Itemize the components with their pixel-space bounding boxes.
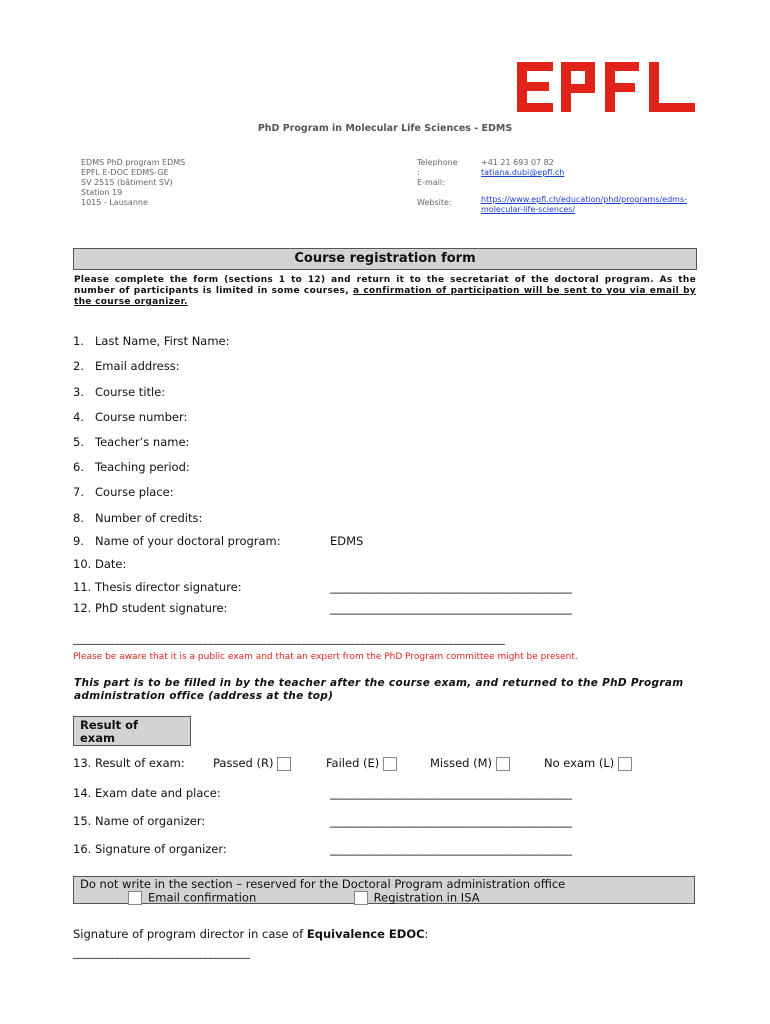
item-number: 15. [73,814,92,828]
instructions-text: Please complete the form (sections 1 to 12) and return it to the secretariat of the doctoral program. As the number of participants is limited in some courses, [74,275,696,296]
instructions-underlined: a confirmation of participation will be sent to you via email by the course organizer. [74,286,696,307]
website-label: Website: [417,198,452,207]
registration-isa-option[interactable] [354,891,480,905]
address-line: EPFL E-DOC EDMS-GE [81,168,169,177]
instructions [74,275,696,308]
teacher-note: This part is to be filled in by the teacher after the course exam, and returned to the PhD Program administration office (address at the top) [74,677,684,702]
field-teaching-period[interactable] [73,460,190,474]
result-heading-line2: exam [80,731,115,745]
form-title: Course registration form [73,248,697,270]
field-exam-date-place[interactable] [73,786,221,800]
equivalence-edoc: Equivalence EDOC [306,927,425,941]
address-line: EDMS PhD program EDMS [81,158,186,167]
item-number: 12. [73,601,92,615]
final-colon: : [424,927,429,941]
option-label: No exam (L) [544,756,615,770]
item-number: 1. [73,334,84,348]
telephone-label-block [417,158,458,188]
item-number: 5. [73,435,84,449]
item-label: Result of exam: [95,756,185,770]
item-number: 16. [73,842,92,856]
item-label: Signature of organizer: [95,842,227,856]
item-label: Teaching period: [95,460,190,474]
item-number: 11. [73,580,92,594]
item-number: 9. [73,534,84,548]
passed-checkbox[interactable] [277,757,291,771]
option-label: Failed (E) [326,756,380,770]
email-confirmation-label: Email confirmation [148,890,257,905]
email-confirmation-checkbox[interactable] [128,891,142,905]
website-link-line2[interactable]: molecular-life-sciences/ [481,205,576,214]
public-exam-warning: Please be aware that it is a public exam and that an expert from the PhD Program committee might be present. [73,652,578,662]
office-checkboxes-row [80,891,688,905]
item-label: Last Name, First Name: [95,334,230,348]
office-reserved-section [73,876,695,904]
address-line: 1015 - Lausanne [81,198,148,207]
option-passed[interactable] [213,756,291,771]
website-link[interactable] [481,195,687,215]
option-missed[interactable] [430,756,510,771]
office-title: Do not write in the section – reserved for the Doctoral Program administration office [80,877,566,891]
final-text: Signature of program director in case of [73,927,307,941]
item-number: 4. [73,410,84,424]
item-number: 13. [73,756,92,770]
item-label: Thesis director signature: [95,580,242,594]
registration-isa-checkbox[interactable] [354,891,368,905]
telephone-value: +41 21 693 07 82 [481,158,554,167]
item-label: Email address: [95,359,180,373]
email-label: E-mail: [417,178,445,187]
missed-checkbox[interactable] [496,757,510,771]
item-label: PhD student signature: [95,601,228,615]
item-number: 3. [73,385,84,399]
address-block [81,158,185,208]
address-line: Station 19 [81,188,123,197]
field-number-of-credits[interactable] [73,511,202,525]
item-label: Teacher’s name: [95,435,190,449]
field-last-first-name[interactable] [73,334,230,348]
telephone-label: Telephone [417,158,458,167]
program-title: PhD Program in Molecular Life Sciences - EDMS [257,123,513,134]
item-label: Number of credits: [95,511,203,525]
registration-isa-label: Registration in ISA [373,890,480,905]
field-course-title[interactable] [73,385,165,399]
item-number: 10. [73,557,92,571]
item-label: Course place: [95,485,174,499]
item-number: 8. [73,511,84,525]
item-number: 14. [73,786,92,800]
program-director-signature-text [73,927,428,941]
name-of-organizer-line[interactable]: ______________________________________________ [330,814,572,828]
item-label: Date: [95,557,127,571]
field-name-of-organizer[interactable] [73,814,205,828]
item-label: Name of organizer: [95,814,206,828]
field-course-number[interactable] [73,410,187,424]
field-result-of-exam [73,756,185,770]
option-failed[interactable] [326,756,397,771]
option-no-exam[interactable] [544,756,632,771]
item-label: Course number: [95,410,188,424]
doctoral-program-value: EDMS [330,534,364,548]
telephone-email-values [481,158,564,178]
field-thesis-director-signature[interactable] [73,580,242,594]
item-label: Exam date and place: [95,786,221,800]
exam-date-place-line[interactable]: ______________________________________________ [330,786,572,800]
epfl-logo [517,62,697,112]
telephone-colon: : [417,168,420,177]
separator-line: ________________________________________________________________________________________ [73,632,505,645]
address-line: SV 2515 (bâtiment SV) [81,178,173,187]
field-phd-student-signature[interactable] [73,601,227,615]
field-signature-of-organizer[interactable] [73,842,227,856]
field-date[interactable] [73,557,126,571]
failed-checkbox[interactable] [383,757,397,771]
email-link[interactable]: tatiana.dubi@epfl.ch [481,168,565,177]
result-of-exam-heading [73,716,191,746]
field-email-address[interactable] [73,359,180,373]
item-number: 7. [73,485,84,499]
item-number: 6. [73,460,84,474]
field-teacher-name[interactable] [73,435,189,449]
item-label: Course title: [95,385,166,399]
option-label: Missed (M) [430,756,493,770]
item-number: 2. [73,359,84,373]
result-heading-line1: Result of [80,718,139,732]
website-link-line1[interactable]: https://www.epfl.ch/education/phd/programs/edms- [481,195,688,204]
program-director-signature-line[interactable]: ____________________________________ [73,946,250,959]
field-doctoral-program[interactable] [73,534,281,548]
field-course-place[interactable] [73,485,174,499]
no-exam-checkbox[interactable] [618,757,632,771]
email-confirmation-option[interactable] [128,891,350,905]
signature-of-organizer-line[interactable]: ______________________________________________ [330,842,572,856]
option-label: Passed (R) [213,756,274,770]
phd-student-signature-line[interactable]: ______________________________________________ [330,601,572,615]
item-label: Name of your doctoral program: [95,534,281,548]
thesis-director-signature-line[interactable]: ______________________________________________ [330,580,572,594]
